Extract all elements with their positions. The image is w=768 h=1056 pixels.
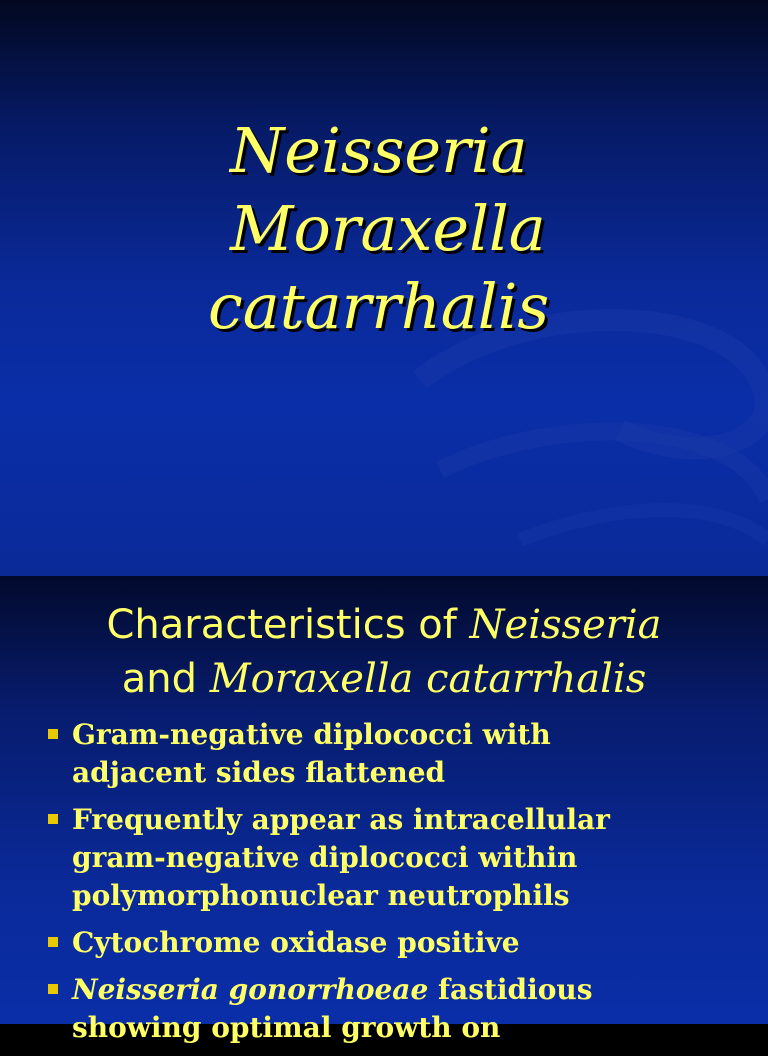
title-italic-text: Neisseria: [469, 602, 662, 648]
bullet-list: [46, 716, 746, 1056]
bullet-item: Cytochrome oxidase positive: [46, 924, 746, 962]
title-text: Characteristics of: [106, 602, 457, 648]
title-line-1: Neisseria: [230, 114, 528, 187]
bullet-square-icon: [48, 729, 58, 739]
bullet-square-icon: [48, 937, 58, 947]
bullet-square-icon: [48, 984, 58, 994]
slide-2: [0, 576, 768, 1044]
bullet-square-icon: [48, 814, 58, 824]
title-line-1: [0, 598, 768, 652]
slide-title: [0, 598, 768, 706]
bullet-item: Gram-negative diplococci with adjacent sides flattened: [46, 716, 746, 792]
title-text: and: [121, 656, 197, 702]
title-line-2: Moraxella: [230, 192, 546, 265]
title-line-3: catarrhalis: [208, 270, 550, 343]
title-italic-text: Moraxella catarrhalis: [209, 656, 647, 702]
bullet-item: Neisseria gonorrhoeae fastidious showing optimal growth on: [46, 971, 746, 1047]
title-line-2: [0, 652, 768, 706]
bullet-item: Frequently appear as intracellular gram-negative diplococci within polymorphonuclear neutrophils: [46, 801, 746, 915]
